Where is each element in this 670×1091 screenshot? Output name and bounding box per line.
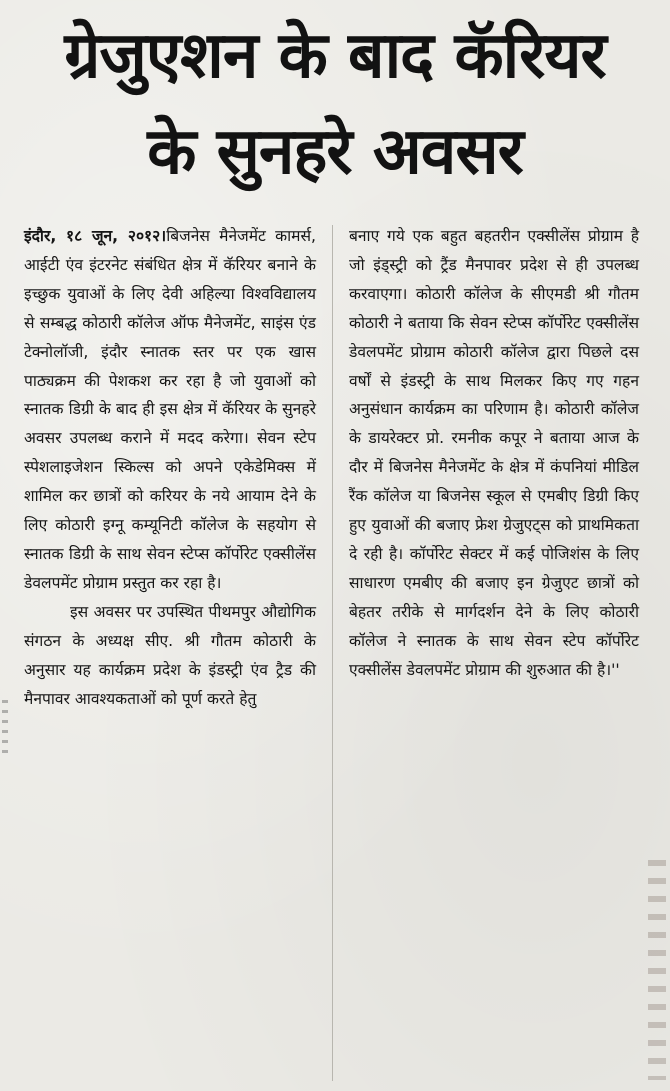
article-paragraph [24,222,316,598]
margin-scan-mark [648,860,666,1080]
headline-line-2: के सुनहरे अवसर [147,115,523,189]
column-divider [332,225,333,1081]
article-column-left [24,222,316,713]
dateline: इंदौर, १८ जून, २०१२। [24,227,167,245]
scan-speck [2,700,8,760]
article-paragraph: बनाए गये एक बहुत बहतरीन एक्सीलेंस प्रोग्राम है जो इंड्स्ट्री को ट्रैंड मैनपावर प्रदेश से ही उपलब्ध करवाएगा। कोठारी कॉलेज के सीएमडी श्री गौतम कोठारी ने बताया कि सेवन स्टेप्स कॉर्पोरेट एक्सीलेंस डेवलपमेंट प्रोग्राम कोठारी कॉलेज द्वारा पिछले दस वर्षों से इंडस्ट्री के साथ मिलकर किए गए गहन अनुसंधान कार्यक्रम का परिणाम है। कोठारी कॉलेज के डायरेक्टर प्रो. रमनीक कपूर ने बताया आज के दौर में बिजनेस मैनेजमेंट के क्षेत्र में कंपनियां मीडिल रैंक कॉलेज या बिजनेस स्कूल से एमबीए डिग्री किए हुए युवाओं की बजाए फ्रेश ग्रेजुएट्स को प्राथमिकता दे रही है। कॉर्पोरेट सेक्टर में कई पोजिशंस के लिए साधारण एमबीए की बजाए इन ग्रेजुएट छात्रों को बेहतर तरीके से मार्गदर्शन देने के लिए कोठारी कॉलेज ने स्नातक के साथ सेवन स्टेप कॉर्पोरेट एक्सीलेंस डेवलपमेंट प्रोग्राम की शुरुआत की है।'' [349,227,639,679]
article-column-right [349,222,639,685]
headline-line-1: ग्रेजुएशन के बाद कॅरियर [64,19,606,93]
paragraph-text: बिजनेस मैनेजमेंट कामर्स, आईटी एंव इंटरनेट संबंधित क्षेत्र में कॅरियर बनाने के इच्छुक युवाओं के लिए देवी अहिल्या विश्वविद्यालय से सम्बद्ध कोठारी कॉलेज ऑफ मैनेजमेंट, साइंस एंड टेक्नोलॉजी, इंदौर स्नातक स्तर पर एक खास पाठ्यक्रम की पेशकश कर रहा है जो युवाओं को स्नातक डिग्री के बाद ही इस क्षेत्र में कॅरियर के सुनहरे अवसर उपलब्ध कराने में मदद करेगा। सेवन स्टेप स्पेशलाइजेशन स्किल्स को अपने एकेडेमिक्स में शामिल कर छात्रों को करियर के नये आयाम देने के लिए कोठारी इग्नू कम्यूनिटी कॉलेज के सहयोग से स्नातक डिग्री के साथ सेवन स्टेप्स कॉर्पोरेट एक्सीलेंस डेवलपमेंट प्रोग्राम प्रस्तुत कर रहा है। [24,227,316,592]
article-paragraph: इस अवसर पर उपस्थित पीथमपुर औद्योगिक संगठन के अध्यक्ष सीए. श्री गौतम कोठारी के अनुसार यह कार्यक्रम प्रदेश के इंडस्ट्री एंव ट्रैड की मैनपावर आवश्यकताओं को पूर्ण करते हेतु [24,602,316,708]
headline [0,8,670,200]
